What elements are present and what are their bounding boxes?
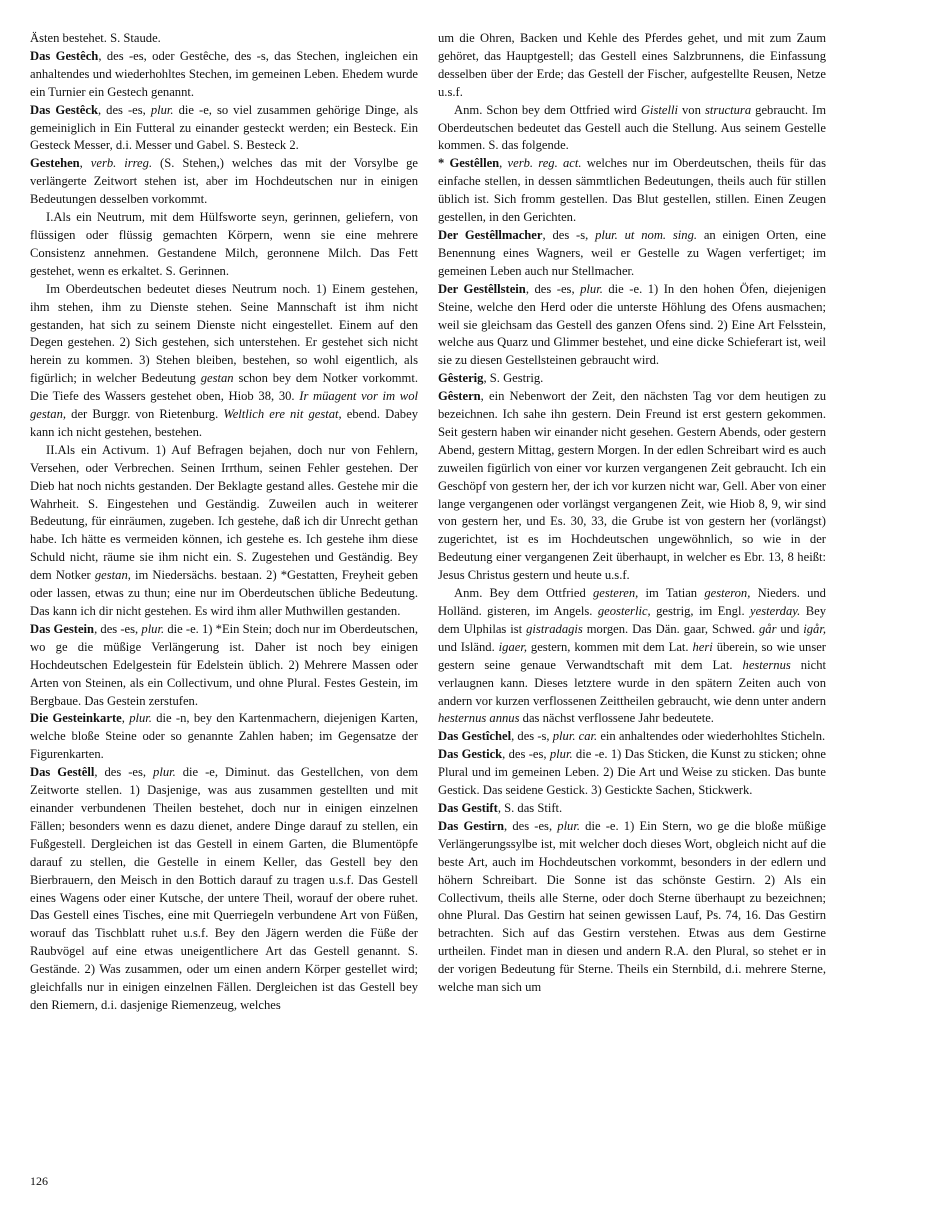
italic-text: hesternus xyxy=(742,657,791,672)
headword: Das Gestêch xyxy=(30,48,99,63)
text: der Burggr. von Rietenburg. xyxy=(66,407,224,422)
dictionary-entry xyxy=(438,370,826,388)
text: Anm. Schon bey dem Ottfried wird xyxy=(454,102,641,117)
paragraph xyxy=(30,209,418,281)
italic-text: gestan xyxy=(200,371,234,386)
text: Im Oberdeutschen bedeutet dieses Neutrum noch. 1) Einem gestehen, ihm stehen, ihm zu Dienste stehen. Seine Mannschaft ist ihm nicht gestanden, hat sich zu seinem Dienste nicht eingestellet. Einem auf den Degen gestehen. 2) Sich gestehen, sich unterstehen. Er gestehet sich nicht herein zu kommen. 3) Stehen bleiben, bestehen, so wohl eigentlich, als figürlich; in welcher Bedeutung xyxy=(30,281,418,386)
italic-text: verb. irreg. xyxy=(90,156,153,171)
italic-text: går xyxy=(758,621,777,636)
dictionary-entry xyxy=(30,48,418,102)
headword: Gêsterig xyxy=(438,371,484,386)
page-number: 126 xyxy=(30,1174,48,1188)
text: die -e, so viel zusammen gehörige Dinge, als gemeiniglich in Ein Futteral zu einander gesteckt werden; ein Besteck. Ein Gesteck Messer, d.i. Messer und Gabel. S. Besteck 2. xyxy=(30,102,418,153)
text: im Tatian xyxy=(638,586,705,601)
text: die -e. 1) Das Sticken, die Kunst zu sticken; ohne Plural und im gemeinen Leben. 2) Die Art und Weise zu sticken. Das bunte Gestick. Das seidene Gestick. 3) Gestickte Sachen, Stickwerk. xyxy=(438,747,826,798)
text: und xyxy=(776,621,804,636)
paragraph xyxy=(30,442,418,621)
italic-text: Gistelli xyxy=(640,102,678,117)
italic-text: heri xyxy=(692,639,713,654)
dictionary-entry xyxy=(438,746,826,800)
italic-text: Ir müagent vor im wol gestan, xyxy=(30,389,418,422)
text: überein, so wie unser gestern seine genaue Verwandtschaft mit dem Lat. xyxy=(438,639,826,672)
italic-text: plur. xyxy=(557,818,581,833)
italic-text: structura xyxy=(704,102,752,117)
right-column xyxy=(438,30,826,1170)
text: , ein Nebenwort der Zeit, den nächsten Tag vor dem heutigen zu bezeichnen. Ich sahe ihn gestern. Dein Freund ist erst gestern gekommen. Seit gestern haben wir einander nicht gesehen. Gestern Abends, oder gestern Abend, gestern Mittag, gestern Morgen. In der edlen Schreibart wird es auch zuweilen figürlich von einer vor kurzen vergangenen Zeit gebraucht. Ich ein Geschöpf von gestern her, der ich vor kurzen nicht war, Gell. Aber von einer lange vergangenen oder vorlängst vergangenen Zeit, wie Hiob 8, 9, wir sind von gestern her, und Es. 30, 33, die Grube ist von gestern her (vorlängst) zugerichtet, ist es im Hochdeutschen ungewöhnlich, so wie in der Bedeutung einer vergangenen Zeit überhaupt, in welcher es Ebr. 13, 8 heißt: Jesus Christus gestern und heute u.s.f. xyxy=(438,389,826,583)
dictionary-entry xyxy=(30,710,418,764)
italic-text: hesternus annus xyxy=(438,711,520,726)
dictionary-entry xyxy=(438,155,826,227)
text: die -n, bey den Kartenmachern, diejenigen Karten, welche bloße Steine oder so genannte Zahlen haben; im Gegensatze der Figurenkarten. xyxy=(30,711,418,762)
text: , des -es, xyxy=(504,818,558,833)
text: I.Als ein Neutrum, mit dem Hülfsworte seyn, gerinnen, geliefern, von flüssigen oder flüssig gemachten Körpern, wenn sie eine mehrere Consistenz annehmen. Gestandene Milch, geronnene Milch. Das Fett gestehet, wenn es erkaltet. S. Gerinnen. xyxy=(30,210,418,278)
text: gestern, kommen mit dem Lat. xyxy=(527,639,693,654)
italic-text: gesteron, xyxy=(704,586,751,601)
text: , des -s, xyxy=(511,729,553,744)
text: , xyxy=(121,711,130,726)
text: Ästen bestehet. S. Staude. xyxy=(30,31,161,45)
text: , des -es, xyxy=(94,765,154,780)
italic-text: plur. car. xyxy=(552,729,598,744)
text: welches nur im Oberdeutschen, theils für das einfache stellen, in dessen sämmtlichen Bedeutungen, theils auch für stillen üblich ist. Sich fromm gestellen. Das Blut gestellen, stillen. Einen Zeugen gestellen, in den Gerichten. xyxy=(438,156,826,225)
headword: Gêstern xyxy=(438,389,481,404)
dictionary-entry xyxy=(30,102,418,156)
headword: Die Gesteinkarte xyxy=(30,711,122,726)
text: die -e, Diminut. das Gestellchen, von dem Zeitworte stellen. 1) Dasjenige, was aus zusammen gestellten und mit einander verbundenen Theilen bestehet, doch nur in einigen einzelnen Fällen; besonders wenn es dazu dienet, andere Dinge darauf zu stellen, ein Fußgestell. Dergleichen ist das Gestell in einem Garten, die Blumentöpfe darauf zu stellen, die Gestelle in einem Keller, das Gestell bey den Bierbrauern, den Meisch in den Bottich darauf zu tragen u.s.f. Das Gestell eines Wagens oder einer Kutsche, der untere Theil, worauf der obere ruhet. Das Gestell eines Tisches, eine mit Querriegeln verbundene Art von Füßen, worauf das Tischblatt ruhet u.s.f. Bey den Jägern werden die Füße der Raubvögel auf eine etwas uneigentlichere Art das Gestell genannt. S. Gestände. 2) Was zusammen, oder um einen andern Körper gestellet wird; gleichfalls nur in einigen einzelnen Fällen. Dergleichen ist das Gestell bey den Riemern, d.i. dasjenige Riemenzeug, welches xyxy=(30,765,418,1012)
text: im Niedersächs. bestaan. 2) *Gestatten, Freyheit geben oder lassen, etwas zu thun; eine nur im Oberdeutschen übliche Bedeutung. Das kann ich dir nicht gestehen. Es wird ihm aller Muthwillen gestanden. xyxy=(30,568,418,618)
text: II.Als ein Activum. 1) Auf Befragen bejahen, doch nur von Fehlern, Versehen, oder Verbrechen. Seinen Irrthum, seinen Fehler gestehen. Der Dieb hat noch nichts gestanden. Der Beklagte gestand alles. Gestehe mir die Wahrheit. S. Eingestehen und Geständig. Zuweilen auch in weiterer Bedeutung, für einräumen, zugeben. Ich gestehe, daß ich dir Unrecht gethan habe. Ich hätte es vermeiden können, ich gestehe es. Ich gestehe ihm diese Schuld nicht, räume sie ihm nicht ein. S. Zugestehen und Geständig. Bey dem Notker xyxy=(30,442,418,583)
paragraph xyxy=(30,281,418,442)
text: , S. Gestrig. xyxy=(483,371,544,386)
headword: Das Gestick xyxy=(438,747,503,762)
italic-text: plur. xyxy=(150,102,174,117)
text: , des -s, xyxy=(542,227,596,242)
text: Bey dem Ulphilas ist xyxy=(438,604,826,636)
italic-text: plur. xyxy=(580,281,603,296)
dictionary-entry xyxy=(438,388,826,585)
text: morgen. Das Dän. gaar, Schwed. xyxy=(582,621,759,636)
dictionary-entry xyxy=(438,281,826,371)
italic-text: plur. xyxy=(153,765,176,780)
italic-text: gesteren, xyxy=(592,586,639,601)
dictionary-entry xyxy=(438,800,826,818)
text: die -e. 1) *Ein Stein; doch nur im Oberdeutschen, wo ge die müßige Verlängerung ist. Daher ist noch bey einigen Hochdeutschen Edelgestein für Edelstein üblich. 2) Mehrere Massen oder Arten von Steinen, als ein Collectivum, und ohne Plural. Festes Gestein, im Bergbaue. Das Gestein zerstufen. xyxy=(30,621,418,708)
dictionary-entry xyxy=(438,818,826,997)
text: und Isländ. xyxy=(438,639,499,654)
text: um die Ohren, Backen und Kehle des Pferdes gehet, und mit zum Zaum gehöret, das Hauptgestell; das Gestell eines Salzbrunnens, die Einfassung desselben über der Erde; das Gestell der Fischer, aufgestellte Reusen, Netze u.s.f. xyxy=(438,31,826,99)
text: , des -es, oder Gestêche, des -s, das Stechen, ingleichen ein anhaltendes und wiederhohltes Stechen, im gemeinen Leben. Ehedem wurde ein Turnier ein Gestech genannt. xyxy=(30,48,418,99)
italic-text: gistradagis xyxy=(526,621,583,636)
italic-text: plur. ut nom. sing. xyxy=(595,227,698,242)
dictionary-entry xyxy=(30,155,418,209)
text: ein anhaltendes oder wiederhohltes Sticheln. xyxy=(597,729,826,744)
headword: Das Gestift xyxy=(438,800,498,815)
paragraph xyxy=(438,102,826,156)
text: , xyxy=(499,156,508,171)
text: Anm. Bey dem Ottfried xyxy=(454,586,593,601)
italic-text: verb. reg. act. xyxy=(507,156,582,171)
headword: Das Gestirn xyxy=(438,818,505,833)
dictionary-entry xyxy=(30,621,418,711)
text: , S. das Stift. xyxy=(497,800,563,815)
text: , des -es, xyxy=(94,621,142,636)
text: gebraucht. Im Oberdeutschen bedeutet das Gestell auch die Stellung. Aus seinem Gestelle kommen. S. das folgende. xyxy=(438,102,826,153)
italic-text: geosterlic, xyxy=(597,604,651,618)
paragraph xyxy=(438,30,826,102)
italic-text: plur. xyxy=(141,621,165,636)
left-column xyxy=(30,30,418,1170)
headword: Der Gestêllmacher xyxy=(438,227,543,242)
headword: Das Gestêll xyxy=(30,765,95,780)
text: , des -es, xyxy=(525,281,581,296)
headword: Das Gestêck xyxy=(30,102,98,117)
dictionary-page xyxy=(30,30,896,1180)
paragraph xyxy=(30,30,418,48)
headword: Gestehen xyxy=(30,156,80,171)
text: nicht verlaugnen kann. Dieses letztere wurde in den spätern Zeiten auch von andern vor kurzen verflossenen Zeittheilen gebraucht, wie denn unter andern xyxy=(438,657,826,708)
dictionary-entry xyxy=(438,728,826,746)
text: das nächst verflossene Jahr bedeutete. xyxy=(519,711,714,726)
paragraph xyxy=(438,585,826,728)
italic-text: igår, xyxy=(803,621,826,636)
text: , xyxy=(79,156,91,171)
text: , des -es, xyxy=(97,102,151,117)
italic-text: yesterday. xyxy=(750,604,801,618)
text: an einigen Orten, eine Benennung eines Wagners, weil er Gestelle zu Wagen verfertiget; im gemeinen Leben auch nur Stellmacher. xyxy=(438,227,826,278)
text: , des -es, xyxy=(502,747,550,762)
headword: Das Gestein xyxy=(30,621,95,636)
text: gestrig, im Engl. xyxy=(650,604,751,618)
italic-text: gestan, xyxy=(94,568,131,583)
text: die -e. 1) In den hohen Öfen, diejenigen Steine, welche den Herd oder die unterste Höhlung des Ofens ausmachen; weil sie gleichsam das Gestell des ganzen Ofens sind. 2) Eine Art Felsstein, welche aus Quarz und Glimmer bestehet, und eine dicke Schieferart ist, weil sie zu diesen Gestellsteinen gebraucht wird. xyxy=(438,281,826,368)
italic-text: igaer, xyxy=(498,639,527,654)
italic-text: plur. xyxy=(549,747,573,762)
headword: Der Gestêllstein xyxy=(438,281,526,296)
text: von xyxy=(677,102,705,117)
text: die -e. 1) Ein Stern, wo ge die bloße müßige Verlängerungssylbe ist, mit welcher doch dieses Wort, obgleich nicht auf die beste Art, auch im Hochdeutschen vorkommt, besonders in der edlern und höhern Schreibart. Die Sonne ist das schönste Gestirn. 2) Als ein Collectivum, theils alle Sterne, oder doch Sterne überhaupt zu bezeichnen; ohne Plural. Das Gestirn hat seinen gewissen Lauf, Ps. 74, 16. Das Gestirn betrachten. Sich auf das Gestirn verstehen. Etwas aus dem Gestirne urtheilen. Findet man in diesen und andern R.A. den Plural, so stehet er in der vorigen Bedeutung für Sterne. Theils ein Sternbild, d.i. mehrere Sterne, welche man sich um xyxy=(438,818,826,995)
italic-text: Weltlich ere nit gestat, xyxy=(223,407,342,422)
headword: * Gestêllen xyxy=(438,156,500,171)
text: ebend. Dabey kann ich nicht gestehen, bestehen. xyxy=(30,407,418,439)
dictionary-entry xyxy=(438,227,826,281)
text: (S. Stehen,) welches das mit der Vorsylbe ge verlängerte Zeitwort stehen ist, aber im Hochdeutschen nur in einigen Bedeutungen desselben vorkommt. xyxy=(30,156,418,207)
text: schon bey dem Notker vorkommt. Die Tiefe des Wassers gestehet oben, Hiob 38, 30. xyxy=(30,371,418,404)
dictionary-entry xyxy=(30,764,418,1015)
italic-text: plur. xyxy=(129,711,152,726)
headword: Das Gestîchel xyxy=(438,729,512,744)
text: Nieders. und Holländ. gisteren, im Angels. xyxy=(438,586,826,618)
